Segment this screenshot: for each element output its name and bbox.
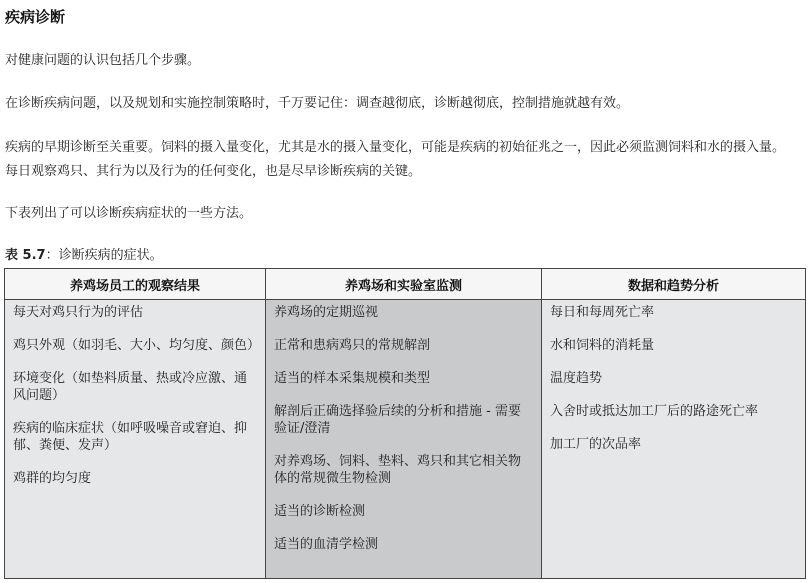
table-body-row (5, 300, 806, 579)
analysis-cell (542, 300, 806, 579)
diagnosis-table (4, 268, 806, 579)
early-diagnosis-paragraph: 疾病的早期诊断至关重要。饲料的摄入量变化，尤其是水的摄入量变化，可能是疾病的初始征兆之一，因此必须监测饲料和水的摄入量。每日观察鸡只、其行为以及行为的任何变化，也是尽早诊断疾病的关键。 (5, 140, 786, 179)
column-header-observations: 养鸡场员工的观察结果 (5, 269, 266, 300)
column-header-monitoring: 养鸡场和实验室监测 (266, 269, 542, 300)
list-item: 水和饲料的消耗量 (550, 338, 655, 353)
list-item: 鸡群的均匀度 (13, 471, 92, 486)
list-item: 鸡只外观（如羽毛、大小、均匀度、颜色） (13, 338, 261, 353)
observations-cell (5, 300, 266, 579)
list-item: 疾病的临床症状（如呼吸噪音或窘迫、抑郁、粪便、发声） (13, 421, 248, 453)
list-item: 养鸡场的定期巡视 (274, 305, 379, 320)
list-item: 对养鸡场、饲料、垫料、鸡只和其它相关物体的常规微生物检测 (274, 454, 522, 486)
table-header-row (5, 269, 806, 300)
table-caption (5, 246, 163, 266)
list-item: 适当的诊断检测 (274, 504, 366, 519)
section-heading: 疾病诊断 (5, 8, 66, 26)
strategy-paragraph: 在诊断疾病问题，以及规划和实施控制策略时，千万要记住：调查越彻底，诊断越彻底，控制措施就越有效。 (5, 96, 630, 111)
column-header-analysis: 数据和趋势分析 (542, 269, 806, 300)
table-number: 表 5.7 (5, 248, 46, 263)
list-item: 入舍时或抵达加工厂后的路途死亡率 (550, 404, 759, 419)
list-item: 正常和患病鸡只的常规解剖 (274, 338, 431, 353)
caption-separator: ： (45, 248, 59, 263)
list-item: 温度趋势 (550, 371, 603, 386)
list-item: 每日和每周死亡率 (550, 305, 655, 320)
list-item: 适当的样本采集规模和类型 (274, 371, 431, 386)
monitoring-cell (266, 300, 542, 579)
list-item: 解剖后正确选择验后续的分析和措施 - 需要验证/澄清 (274, 404, 521, 436)
caption-text: 诊断疾病的症状。 (58, 248, 163, 263)
list-item: 适当的血清学检测 (274, 537, 379, 552)
table-intro-paragraph: 下表列出了可以诊断疾病症状的一些方法。 (5, 206, 253, 221)
list-item: 每天对鸡只行为的评估 (13, 305, 144, 320)
intro-paragraph: 对健康问题的认识包括几个步骤。 (5, 53, 201, 68)
list-item: 加工厂的次品率 (550, 437, 642, 452)
list-item: 环境变化（如垫料质量、热或冷应激、通风问题） (13, 371, 248, 403)
